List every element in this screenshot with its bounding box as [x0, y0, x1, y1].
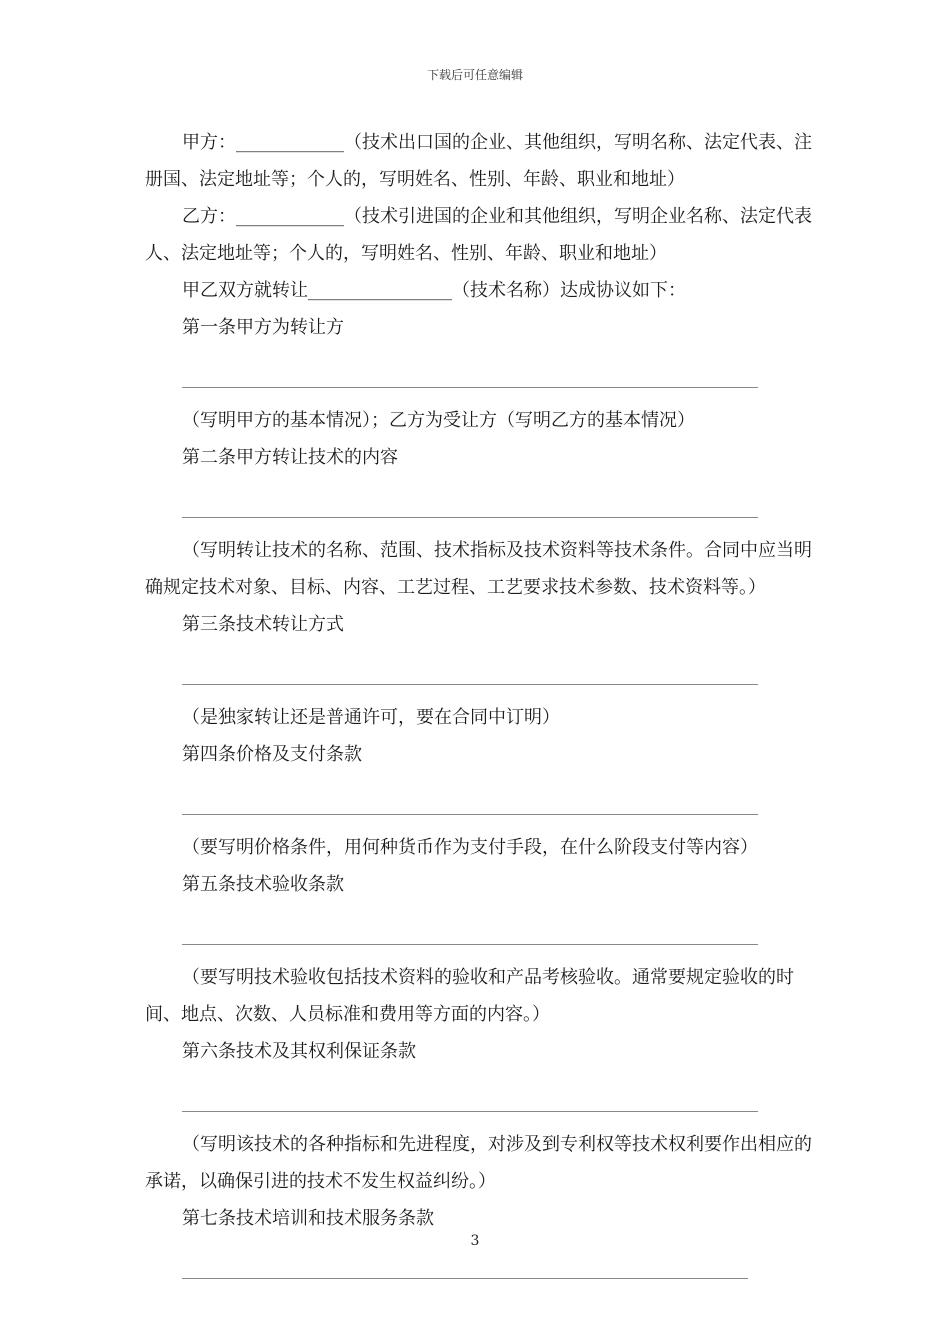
article-5-title: 第五条技术验收条款: [182, 874, 344, 895]
article-1-title: 第一条甲方为转让方: [182, 317, 344, 338]
article-3-title: 第三条技术转让方式: [182, 614, 344, 635]
article-3-note: （是独家转让还是普通许可，要在合同中订明）: [182, 707, 560, 728]
document-body: [145, 124, 813, 1293]
article-6-title: 第六条技术及其权利保证条款: [182, 1041, 416, 1062]
party-b-paragraph: 乙方：____________（技术引进国的企业和其他组织，写明企业名称、法定代表人、法定地址等；个人的，写明姓名、性别、年龄、职业和地址）: [145, 206, 812, 264]
article-4-blank-line: [145, 773, 813, 829]
article-7-title: 第七条技术培训和技术服务条款: [182, 1208, 434, 1229]
page-number: 3: [470, 1233, 480, 1249]
article-6-blank-line: [145, 1070, 813, 1126]
article-2-title: 第二条甲方转让技术的内容: [182, 447, 398, 468]
article-5-blank-line: [145, 903, 813, 959]
article-3-blank-line: [145, 643, 813, 699]
article-2-note: （写明转让技术的名称、范围、技术指标及技术资料等技术条件。合同中应当明确规定技术对象、目标、内容、工艺过程、工艺要求技术参数、技术资料等。）: [145, 540, 812, 598]
agreement-paragraph: 甲乙双方就转让________________（技术名称）达成协议如下：: [182, 280, 686, 301]
article-1-note: （写明甲方的基本情况）；乙方为受让方（写明乙方的基本情况）: [182, 410, 695, 431]
page-header: 下载后可任意编辑: [426, 68, 523, 82]
article-4-note: （要写明价格条件，用何种货币作为支付手段，在什么阶段支付等内容）: [182, 837, 758, 858]
article-2-blank-line: [145, 476, 813, 532]
article-5-note: （要写明技术验收包括技术资料的验收和产品考核验收。通常要规定验收的时间、地点、次数、人员标准和费用等方面的内容。）: [145, 967, 794, 1025]
article-4-title: 第四条价格及支付条款: [182, 744, 362, 765]
party-a-paragraph: 甲方：____________（技术出口国的企业、其他组织，写明名称、法定代表、注册国、法定地址等；个人的，写明姓名、性别、年龄、职业和地址）: [145, 132, 812, 190]
article-1-blank-line: [145, 346, 813, 402]
article-6-note: （写明该技术的各种指标和先进程度，对涉及到专利权等技术权利要作出相应的承诺，以确保引进的技术不发生权益纠纷。）: [145, 1134, 812, 1192]
